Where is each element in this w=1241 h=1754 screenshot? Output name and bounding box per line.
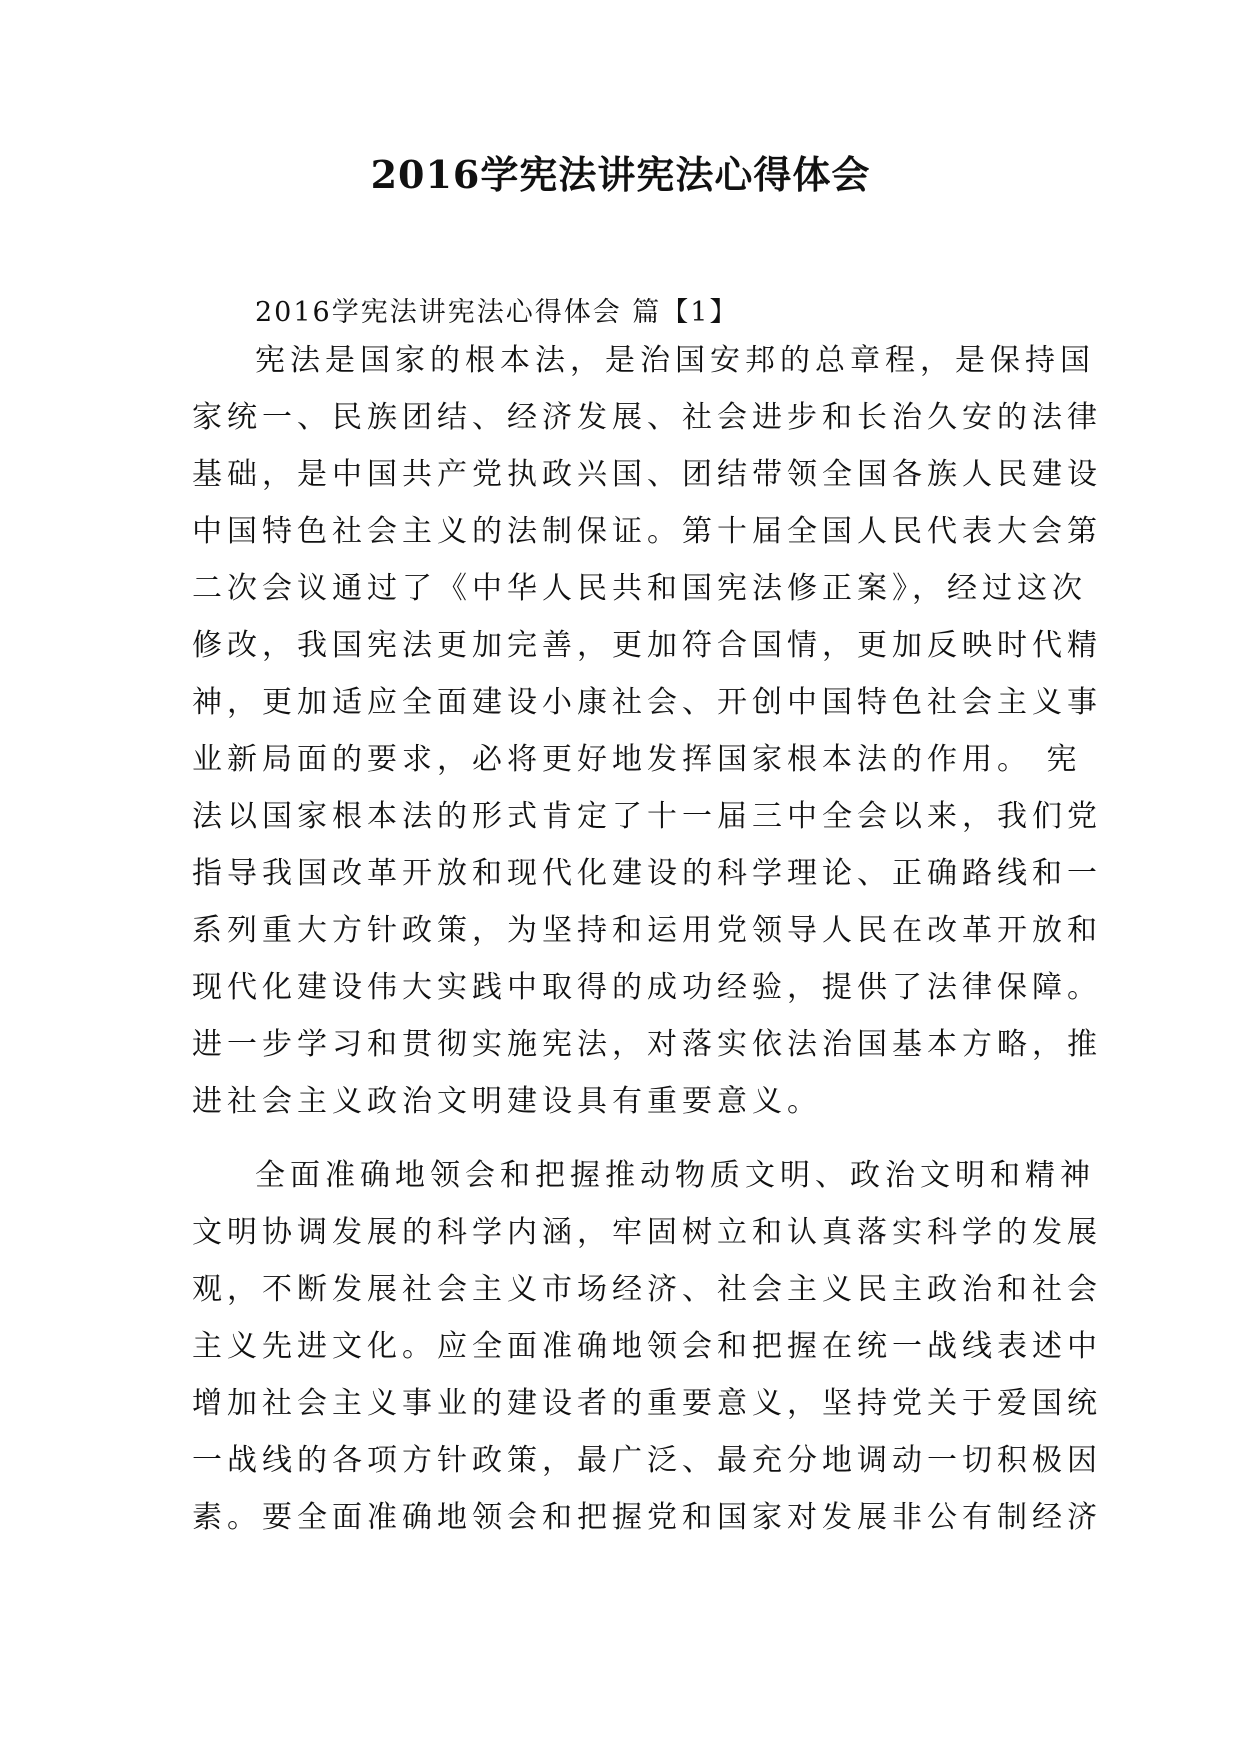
paragraph-line: 业新局面的要求，必将更好地发挥国家根本法的作用。 宪 [192,742,1082,777]
paragraph-line: 素。要全面准确地领会和把握党和国家对发展非公有制经济 [192,1500,1102,1535]
paragraph-line: 增加社会主义事业的建设者的重要意义，坚持党关于爱国统 [192,1386,1102,1421]
section-heading: 2016学宪法讲宪法心得体会 篇【1】 [255,297,739,328]
paragraph-line: 修改，我国宪法更加完善，更加符合国情，更加反映时代精 [192,628,1102,663]
paragraph-line: 家统一、民族团结、经济发展、社会进步和长治久安的法律 [192,400,1102,435]
paragraph-line: 指导我国改革开放和现代化建设的科学理论、正确路线和一 [192,856,1102,891]
paragraph-line: 进社会主义政治文明建设具有重要意义。 [192,1084,822,1119]
paragraph-line: 基础，是中国共产党执政兴国、团结带领全国各族人民建设 [192,457,1102,492]
paragraph-line: 中国特色社会主义的法制保证。第十届全国人民代表大会第 [192,514,1102,549]
paragraph-line: 宪法是国家的根本法，是治国安邦的总章程，是保持国 [255,343,1095,378]
paragraph-line: 二次会议通过了《中华人民共和国宪法修正案》，经过这次 [192,571,1087,606]
paragraph-line: 观，不断发展社会主义市场经济、社会主义民主政治和社会 [192,1272,1102,1307]
paragraph-line: 神，更加适应全面建设小康社会、开创中国特色社会主义事 [192,685,1102,720]
paragraph-line: 一战线的各项方针政策，最广泛、最充分地调动一切积极因 [192,1443,1102,1478]
paragraph-line: 全面准确地领会和把握推动物质文明、政治文明和精神 [255,1158,1095,1193]
paragraph-line: 法以国家根本法的形式肯定了十一届三中全会以来，我们党 [192,799,1102,834]
paragraph-line: 文明协调发展的科学内涵，牢固树立和认真落实科学的发展 [192,1215,1102,1250]
paragraph-line: 系列重大方针政策，为坚持和运用党领导人民在改革开放和 [192,913,1102,948]
paragraph-line: 主义先进文化。应全面准确地领会和把握在统一战线表述中 [192,1329,1102,1364]
paragraph-line: 进一步学习和贯彻实施宪法，对落实依法治国基本方略，推 [192,1027,1102,1062]
document-title: 2016学宪法讲宪法心得体会 [370,152,871,197]
paragraph-line: 现代化建设伟大实践中取得的成功经验，提供了法律保障。 [192,970,1102,1005]
